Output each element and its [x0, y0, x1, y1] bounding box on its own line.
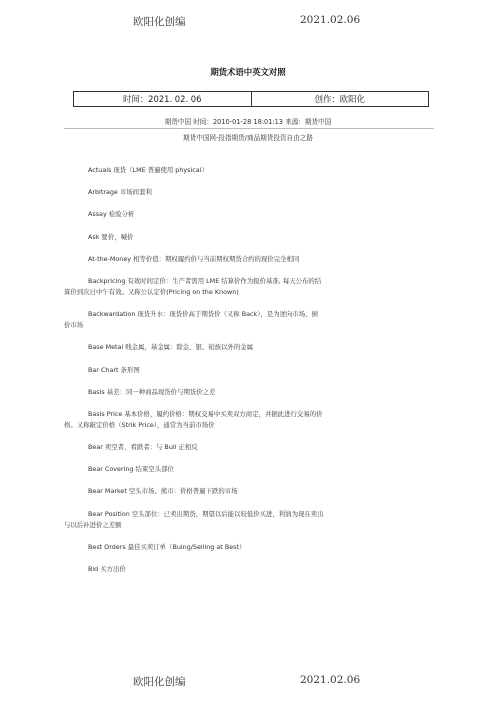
doc-title: 期货术语中英文对照	[210, 67, 286, 77]
header-date: 2021.02.06	[300, 14, 361, 26]
glossary-entry	[88, 342, 433, 353]
entry-text: Backpricing 有效时间定价：生产者需用 LME 结算价作为报价基准, 每天公布的结	[88, 276, 322, 285]
entry-text: Best Orders 最佳买卖订单（Buing/Selling at Best）	[88, 542, 246, 551]
entry-text: Arbitrage 市场间套利	[88, 188, 152, 197]
glossary-entry	[88, 165, 433, 176]
footer-author: 欧阳化创编	[133, 676, 186, 688]
glossary-entry	[64, 276, 433, 298]
glossary-entry	[88, 187, 433, 198]
entry-continuation: 算价到次日中午有效。又称公认定价(Pricing on the Known)	[64, 287, 239, 296]
entry-text: Actuals 现货（LME 普遍使用 physical）	[88, 166, 208, 174]
page-footer	[0, 674, 496, 690]
entry-text: Assay 检验分析	[88, 210, 135, 219]
entry-text: Bid 买方出价	[88, 565, 126, 573]
glossary-entry	[88, 254, 433, 265]
entry-text: Bear Covering 结束空头部位	[88, 465, 174, 474]
glossary-entry	[88, 464, 433, 475]
entry-text: At-the-Money 相等价值：期权履约价与当前期权期货合约的现价完全相同	[88, 254, 300, 263]
header-author: 欧阳化创编	[133, 16, 186, 28]
glossary-entry	[64, 309, 433, 331]
entry-text: Base Metal 贱金属，基金属：除金、银、铂族以外的金属	[88, 343, 254, 352]
entry-text: Backwardation 现货升水：现货价高于期货价（又称 Back），是为逆向市场、倒	[88, 310, 318, 319]
footer-date: 2021.02.06	[300, 674, 361, 686]
entry-text: Bar Chart 条形图	[88, 365, 140, 374]
glossary-entry	[64, 509, 433, 531]
glossary-entry	[88, 442, 433, 453]
glossary-entry	[88, 542, 433, 553]
glossary-entry	[88, 209, 433, 220]
glossary-entry	[88, 232, 433, 243]
entry-continuation: 格。又称敲定价格（Strik Price），通常为当前市场价	[64, 420, 215, 429]
meta-table	[73, 91, 429, 107]
entry-text: Ask 要价，喊价	[88, 232, 134, 241]
entry-text: Bear 卖空者，看跌者：与 Bull 正相反	[88, 443, 198, 452]
glossary-entry	[88, 387, 433, 398]
glossary-entry	[88, 486, 433, 497]
entry-continuation: 价市场	[64, 321, 84, 330]
subtitle: 期货中国网-投指期货/商品期货投资自由之路	[183, 134, 313, 142]
entry-text: Bear Market 空头市场、熊市：价格普遍下跌的市场	[88, 487, 238, 496]
source-line: 期货中国 时间：2010-01-28 18:01:13 来源：期货中国	[164, 118, 332, 126]
glossary-entry	[88, 564, 433, 575]
page-header	[0, 14, 496, 30]
entry-continuation: 与以后补进价之差额	[64, 520, 122, 529]
meta-time: 时间：2021. 02. 06	[123, 94, 202, 104]
entry-text: Basis 基差：同一种商品现货价与期货价之差	[88, 387, 216, 396]
meta-author: 创作：欧阳化	[251, 92, 429, 106]
entry-text: Bear Position 空头部位：已卖出期货，期望以后能以较低价买进，利润为现在卖出	[88, 509, 324, 518]
glossary-entry	[64, 409, 433, 431]
glossary-entry	[88, 365, 433, 376]
glossary-list	[64, 165, 433, 586]
divider	[64, 128, 434, 129]
entry-text: Basis Price 基本价格，履约价格：期权交易中买卖双方商定，并据此进行交易的价	[88, 409, 323, 418]
